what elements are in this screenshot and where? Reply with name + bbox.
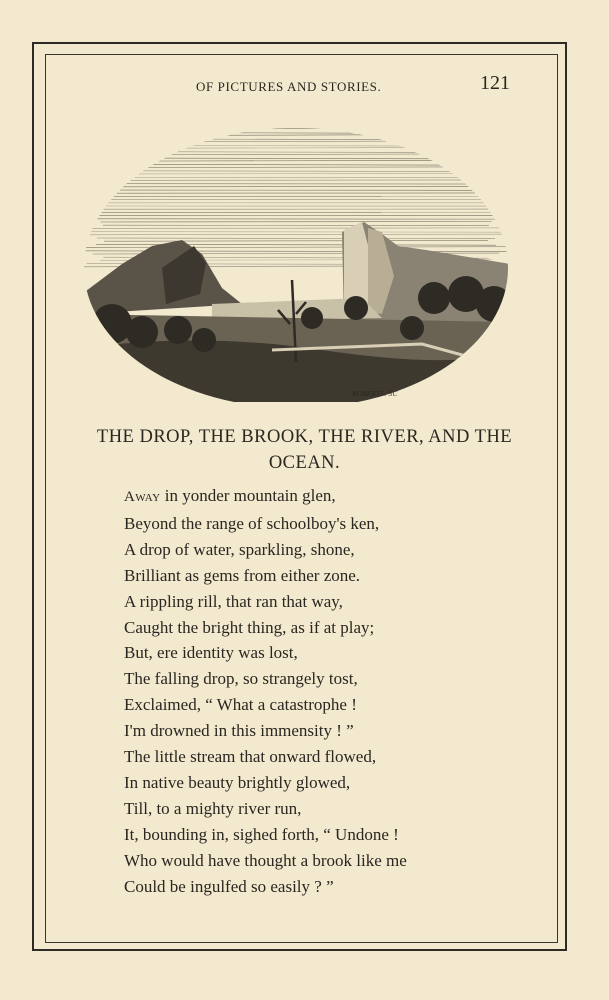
poem-line: I'm drowned in this immensity ! ”: [124, 721, 354, 741]
poem-line: A drop of water, sparkling, shone,: [124, 539, 355, 559]
poem-body: [124, 483, 407, 900]
poem-line: Could be ingulfed so easily ? ”: [124, 876, 334, 896]
landscape-engraving: [82, 118, 510, 402]
poem-line: It, bounding in, sighed forth, “ Undone !: [124, 824, 399, 844]
poem-line: But, ere identity was lost,: [124, 643, 298, 663]
poem-line: A rippling rill, that ran that way,: [124, 591, 343, 611]
running-head: OF PICTURES AND STORIES.: [196, 79, 382, 94]
first-line-text: in yonder mountain glen,: [160, 486, 336, 505]
poem-title: THE DROP, THE BROOK, THE RIVER, AND THE OCEAN.: [96, 427, 513, 473]
poem-line: The falling drop, so strangely tost,: [124, 669, 358, 689]
poem-line: Brilliant as gems from either zone.: [124, 565, 361, 585]
poem-line: Till, to a mighty river run,: [124, 798, 302, 818]
poem-line: Caught the bright thing, as if at play;: [124, 617, 375, 637]
poem-line: In native beauty brightly glowed,: [124, 772, 351, 792]
poem-line: The little stream that onward flowed,: [124, 747, 377, 767]
engraver-credit: ROBERTS. SC: [352, 390, 398, 398]
poem-line: Who would have thought a brook like me: [124, 850, 407, 870]
poem-line: Beyond the range of schoolboy's ken,: [124, 513, 380, 533]
page-number: 121: [480, 72, 510, 94]
poem-line: Exclaimed, “ What a catastrophe !: [124, 695, 357, 715]
poem-line: [124, 483, 407, 511]
drop-cap-word: Away: [124, 489, 161, 505]
